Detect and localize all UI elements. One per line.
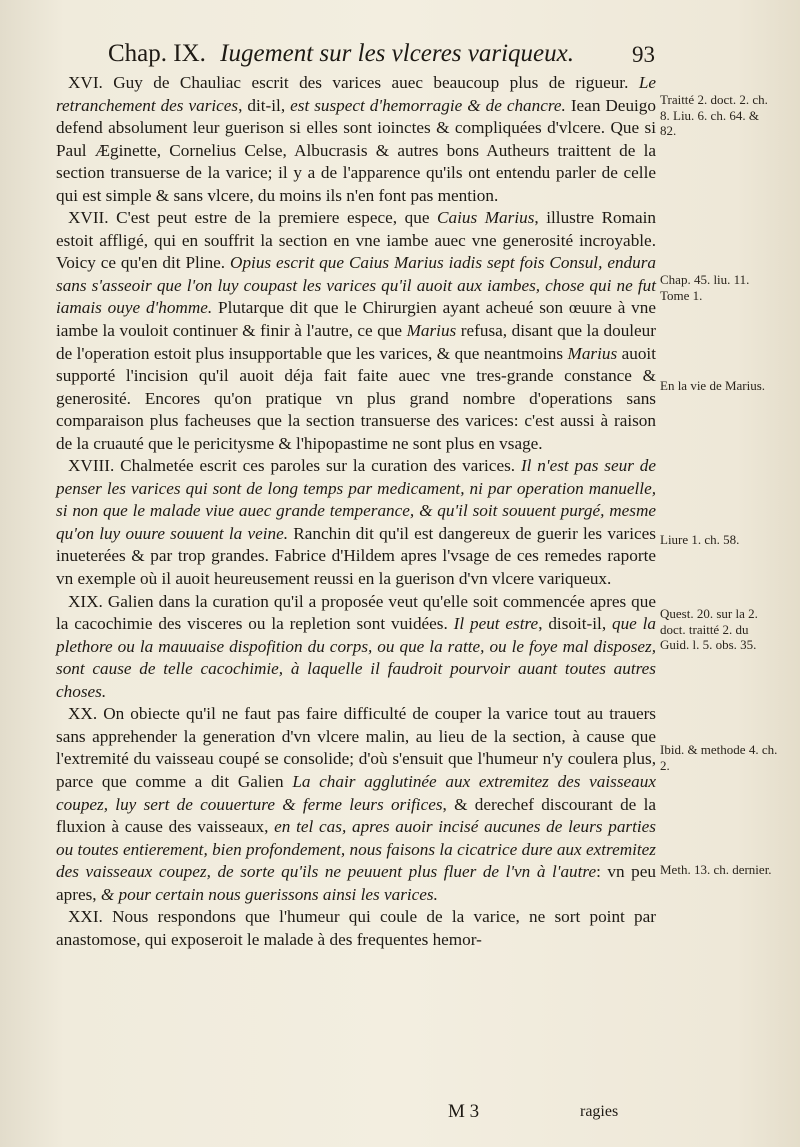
text-run: Iean Deuigo defend absolument leur guerison si elles sont ioinctes & compliquées d'vlcere. Que si Paul Æginette, Cornelius Celse, Albucrasis & autres bons Autheurs traittent de la section transuerse de la varice; il y a de l'apparence qu'ils ont entendu parler de celle qui est simple & sans vlcere, du moins ils n'en font pas mention.: [56, 95, 656, 205]
margin-note-ibid: Ibid. & methode 4. ch. 2.: [660, 742, 778, 773]
paragraph-xx: [56, 703, 656, 906]
chapter-title: Iugement sur les vlceres variqueux.: [220, 40, 574, 67]
text-run-italic: Il n'est pas seur de penser les varices qui sont de long temps par medicament, ni par operation manuelle, si non que le malade viue auec grande temperance, & qu'il soit souuent purgé, mesme qu'on luy ouure souuent la veine.: [56, 456, 656, 543]
text-run-italic: Marius: [406, 321, 457, 341]
text-run: XVIII. Chalmetée escrit ces paroles sur la curation des varices.: [68, 456, 521, 476]
paragraph-xvii: [56, 207, 656, 455]
text-run: XX. On obiecte qu'il ne faut pas faire difficulté de couper la varice tout au trauers sans apprehender la generation d'vn vlcere malin, au lieu de la section, à cause que l'extremité du vaisseau coupé se consolide; d'où s'ensuit que l'humeur n'y coulera plus, parce que comme a dit Galien: [56, 704, 656, 791]
text-run: , illustre Romain estoit affligé, qui en souffrit la section en vne iambe auec vne generosité incroyable. Voicy ce qu'en dit Pline.: [56, 208, 656, 273]
margin-note-quest20: Quest. 20. sur la 2. doct. traitté 2. du Guid. l. 5. obs. 35.: [660, 606, 758, 652]
text-run-italic: Caius Marius: [437, 208, 535, 228]
paragraph-xvi: [56, 72, 656, 207]
margin-note-chap45: Chap. 45. liu. 11. Tome 1.: [660, 272, 750, 303]
text-run: refusa, disant que la douleur de l'operation estoit plus insupportable que les varices, & que neantmoins: [56, 321, 657, 363]
text-run: , disoit-il,: [538, 614, 612, 634]
catchword: ragies: [580, 1103, 619, 1120]
text-run-italic: Il peut estre: [453, 614, 539, 634]
text-run: , & derechef discourant de la fluxion à cause des vaisseaux,: [56, 794, 656, 837]
text-run-italic: Marius: [567, 343, 618, 363]
text-run-italic: & pour certain nous guerissons ainsi les varices.: [100, 884, 438, 904]
text-run-italic: La chair agglutinée aux extremitez des vaisseaux coupez, luy sert de couuerture & ferme leurs orifices: [56, 771, 656, 814]
margin-note-traicte: Traitté 2. doct. 2. ch. 8. Liu. 6. ch. 64. & 82.: [660, 92, 768, 138]
text-run: XVII. C'est peut estre de la premiere espece, que: [68, 208, 438, 228]
text-run-italic: Opius escrit que Caius Marius iadis sept fois Consul, endura sans s'asseoir que l'on luy coupast les varices qu'il auoit aux iambes, chose qui ne fut iamais ouye d'homme.: [56, 253, 657, 318]
text-run: Plutarque dit que le Chirurgien ayant acheué son œuure à vne iambe la vouloit continuer & finir à l'autre, ce que: [56, 298, 656, 341]
text-run-italic: que la plethore ou la mauuaise dispofition du corps, ou que la ratte, ou le foye mal disposez, sont cause de telle cacochimie, à laquelle il faudroit pourvoir auant toutes autres choses.: [56, 614, 656, 701]
signature-mark: M 3: [448, 1101, 480, 1122]
running-head: [108, 36, 668, 72]
text-run-italic: est suspect d'hemorragie & de chancre.: [290, 95, 566, 115]
text-run: XXI. Nous respondons que l'humeur qui coule de la varice, ne sort point par anastomose, qui exposeroit le malade à des frequentes hemor-: [56, 907, 656, 949]
paragraph-xix: [56, 591, 656, 704]
main-text: [56, 72, 656, 951]
text-run-italic: en tel cas, apres auoir incisé aucunes de leurs parties ou toutes entierement, bien profondement, nous faisons la cicatrice dure aux extremitez des vaisseaux coupez, de sorte qu'ils ne peuuent plus fluer de l'vn à l'autre: [56, 817, 656, 882]
margin-note-meth13: Meth. 13. ch. dernier.: [660, 862, 772, 877]
paragraph-xxi: [56, 906, 656, 951]
text-run: XIX. Galien dans la curation qu'il a proposée veut qu'elle soit commencée apres que la cacochimie des visceres ou la repletion sont vuidées.: [56, 591, 656, 634]
text-run: XVI. Guy de Chauliac escrit des varices auec beaucoup plus de rigueur.: [68, 73, 639, 92]
text-run: : vn peu apres,: [56, 862, 656, 904]
chapter-label: Chap. IX.: [108, 40, 206, 67]
margin-note-vie-marius: En la vie de Marius.: [660, 378, 766, 393]
margin-note-liure1: Liure 1. ch. 58.: [660, 532, 740, 547]
paragraph-xviii: [56, 455, 656, 590]
text-run: auoit supporté l'incision qu'il auoit déja fait faite auec vne tres-grande constance & generosité. Encores qu'on pratique vn plus grand nombre d'operations sans comparaison plus facheuses que la section transuerse des varices: c'est aussi à raison de la cruauté que le pericitysme & l'hipopastime ne sont plus en vsage.: [56, 343, 656, 453]
page-number: 93: [632, 42, 655, 67]
text-run-italic: Le retranchement des varices: [56, 73, 656, 115]
text-run: , dit-il,: [238, 95, 291, 115]
text-run: Ranchin dit qu'il est dangereux de guerir les varices inueterées & par trop grandes. Fabrice d'Hildem apres l'vsage de ces remedes raporte vn exemple où il auoit heureusement reussi en la guerison d'vn vlcere variqueux.: [56, 523, 656, 589]
